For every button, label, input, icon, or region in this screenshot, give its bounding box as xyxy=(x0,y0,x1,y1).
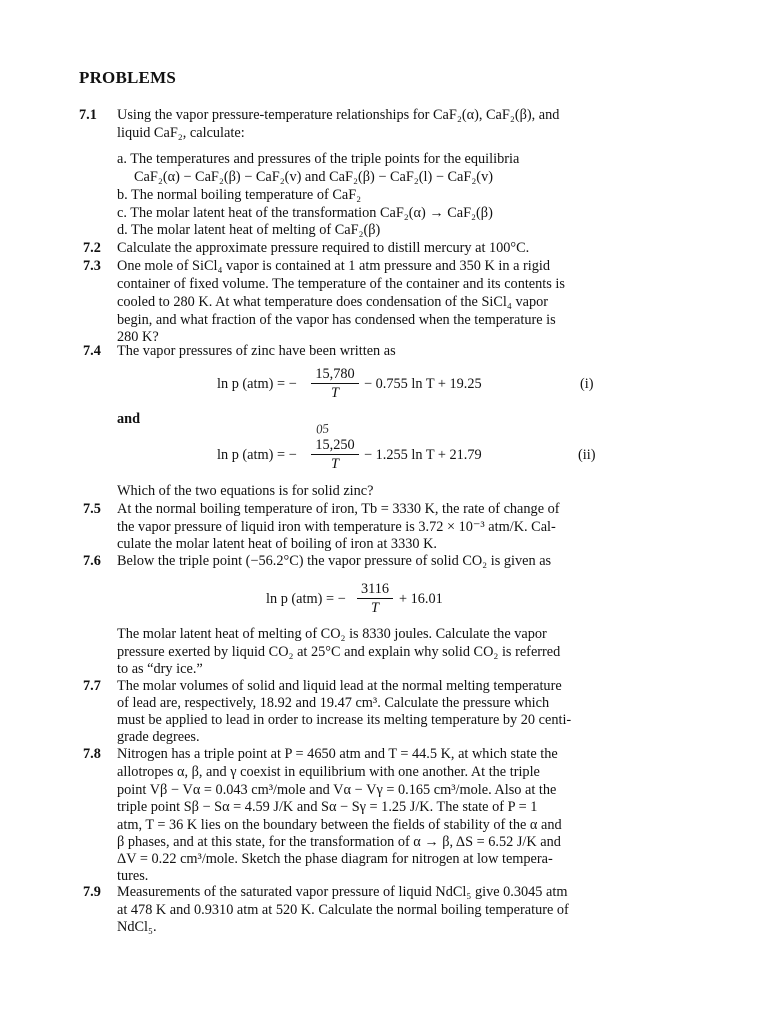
problem-number: 7.1 xyxy=(79,107,97,123)
subitem-a-equilibria: CaF₂(α) − CaF₂(β) − CaF₂(v) and CaF₂(β) − CaF₂(l) − CaF₂(v) xyxy=(134,169,493,185)
fraction-numerator: 15,780 xyxy=(311,366,359,384)
problem-line: container of fixed volume. The temperature of the container and its contents is xyxy=(117,276,565,292)
equation-fraction xyxy=(311,366,359,402)
problem-line: tures. xyxy=(117,868,149,884)
problem-line: β phases, and at this state, for the transformation of α → β, ΔS = 6.52 J/K and xyxy=(117,834,561,850)
equation-lhs: ln p (atm) = − xyxy=(217,376,297,392)
problem-number: 7.8 xyxy=(83,746,101,762)
equation-fraction xyxy=(357,581,393,617)
problem-line: ΔV = 0.22 cm³/mole. Sketch the phase diagram for nitrogen at low tempera- xyxy=(117,851,553,867)
problem-line: One mole of SiCl₄ vapor is contained at 1 atm pressure and 350 K in a rigid xyxy=(117,258,551,274)
problem-line: must be applied to lead in order to increase its melting temperature by 20 centi- xyxy=(117,712,572,728)
fraction-numerator: 3116 xyxy=(357,581,393,599)
problem-number: 7.5 xyxy=(83,501,101,517)
equation-fraction xyxy=(311,437,359,473)
equation-co2 xyxy=(0,581,768,621)
fraction-denominator: T xyxy=(331,456,339,472)
problems-heading: PROBLEMS xyxy=(79,68,177,87)
equation-tag: (ii) xyxy=(578,447,596,463)
problem-number: 7.2 xyxy=(83,240,101,256)
problem-line: atm, T = 36 K lies on the boundary between the fields of stability of the α and xyxy=(117,817,562,833)
problem-question: Which of the two equations is for solid zinc? xyxy=(117,483,374,499)
problem-number: 7.9 xyxy=(83,884,101,900)
problem-line: culate the molar latent heat of boiling of iron at 3330 K. xyxy=(117,536,437,552)
equation-lhs: ln p (atm) = − xyxy=(217,447,297,463)
problem-line: liquid CaF₂, calculate: xyxy=(117,125,245,141)
problem-line: the vapor pressure of liquid iron with temperature is 3.72 × 10⁻³ atm/K. Cal- xyxy=(117,519,556,535)
problem-line: grade degrees. xyxy=(117,729,200,745)
equation-ii xyxy=(0,437,768,477)
subitem-b: b. The normal boiling temperature of CaF₂ xyxy=(117,187,362,203)
problem-line: Using the vapor pressure-temperature relationships for CaF₂(α), CaF₂(β), and xyxy=(117,107,560,123)
fraction-numerator: 15,250 xyxy=(311,437,359,455)
problem-line: The vapor pressures of zinc have been written as xyxy=(117,343,396,359)
equation-rhs: + 16.01 xyxy=(399,591,443,607)
problem-line: Below the triple point (−56.2°C) the vapor pressure of solid CO₂ is given as xyxy=(117,553,552,569)
problem-number: 7.4 xyxy=(83,343,101,359)
subitem-d: d. The molar latent heat of melting of CaF₂(β) xyxy=(117,222,381,238)
problem-line: Calculate the approximate pressure required to distill mercury at 100°C. xyxy=(117,240,530,256)
problem-line: cooled to 280 K. At what temperature does condensation of the SiCl₄ vapor xyxy=(117,294,549,310)
equation-rhs: − 1.255 ln T + 21.79 xyxy=(364,447,482,463)
problem-line: triple point Sβ − Sα = 4.59 J/K and Sα − Sγ = 1.25 J/K. The state of P = 1 xyxy=(117,799,538,815)
equation-rhs: − 0.755 ln T + 19.25 xyxy=(364,376,482,392)
problem-number: 7.6 xyxy=(83,553,101,569)
problem-line: At the normal boiling temperature of iron, Tb = 3330 K, the rate of change of xyxy=(117,501,560,517)
equation-tag: (i) xyxy=(580,376,594,392)
problem-line: begin, and what fraction of the vapor has condensed when the temperature is xyxy=(117,312,556,328)
connector-and: and xyxy=(117,411,141,427)
equation-lhs: ln p (atm) = − xyxy=(266,591,346,607)
problem-line: of lead are, respectively, 18.92 and 19.47 cm³. Calculate the pressure which xyxy=(117,695,550,711)
subitem-c: c. The molar latent heat of the transformation CaF₂(α) → CaF₂(β) xyxy=(117,205,493,221)
fraction-denominator: T xyxy=(331,385,339,401)
problem-line: 280 K? xyxy=(117,329,159,345)
problem-line: Measurements of the saturated vapor pressure of liquid NdCl₅ give 0.3045 atm xyxy=(117,884,568,900)
equation-i xyxy=(0,366,768,406)
problem-line: The molar volumes of solid and liquid lead at the normal melting temperature xyxy=(117,678,562,694)
problem-number: 7.3 xyxy=(83,258,101,274)
problem-line: The molar latent heat of melting of CO₂ is 8330 joules. Calculate the vapor xyxy=(117,626,547,642)
problem-line: Nitrogen has a triple point at P = 4650 atm and T = 44.5 K, at which state the xyxy=(117,746,558,762)
problem-line: allotropes α, β, and γ coexist in equilibrium with one another. At the triple xyxy=(117,764,540,780)
problem-number: 7.7 xyxy=(83,678,101,694)
problem-line: at 478 K and 0.9310 atm at 520 K. Calculate the normal boiling temperature of xyxy=(117,902,569,918)
handwritten-note: 05 xyxy=(315,420,330,437)
problem-line: point Vβ − Vα = 0.043 cm³/mole and Vα − Vγ = 0.165 cm³/mole. Also at the xyxy=(117,782,557,798)
problem-line: to as “dry ice.” xyxy=(117,661,203,677)
problem-line: pressure exerted by liquid CO₂ at 25°C and explain why solid CO₂ is referred xyxy=(117,644,561,660)
problem-line: NdCl₅. xyxy=(117,919,157,935)
subitem-a: a. The temperatures and pressures of the triple points for the equilibria xyxy=(117,151,520,167)
fraction-denominator: T xyxy=(371,600,379,616)
